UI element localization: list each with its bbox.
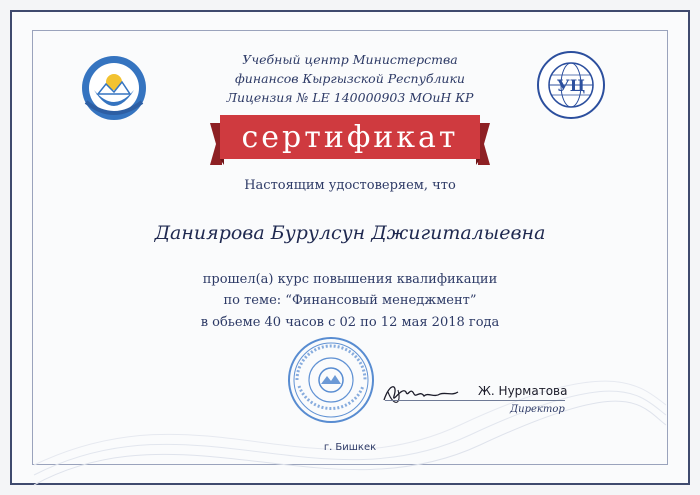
recipient-name: Даниярова Бурулсун Джигиталыевна xyxy=(154,222,546,244)
ministry-globe-logo-icon xyxy=(536,50,606,120)
svg-text:УЦ: УЦ xyxy=(556,76,586,95)
issuer-line-2: финансов Кыргызской Республики xyxy=(235,71,465,86)
kyrgyz-emblem-icon xyxy=(80,54,148,122)
director-role: Директор xyxy=(510,404,565,415)
signature-line xyxy=(385,400,565,401)
official-seal-icon xyxy=(287,336,375,424)
director-name: Ж. Нурматова xyxy=(478,384,568,398)
city-label: г. Бишкек xyxy=(323,442,377,453)
intro-text: Настоящим удостоверяем, что xyxy=(244,178,456,193)
issuer-line-1: Учебный центр Министерства xyxy=(242,52,458,67)
course-line: прошел(а) курс повышения квалификации xyxy=(202,272,498,287)
director-signature xyxy=(380,378,460,410)
issuer-license: Лицензия № LE 140000903 МОиН КР xyxy=(226,90,474,105)
duration-line: в обьеме 40 часов с 02 по 12 мая 2018 года xyxy=(200,315,500,330)
certificate-title: сертификат xyxy=(241,120,459,155)
topic-line: по теме: “Финансовый менеджмент” xyxy=(223,293,477,308)
